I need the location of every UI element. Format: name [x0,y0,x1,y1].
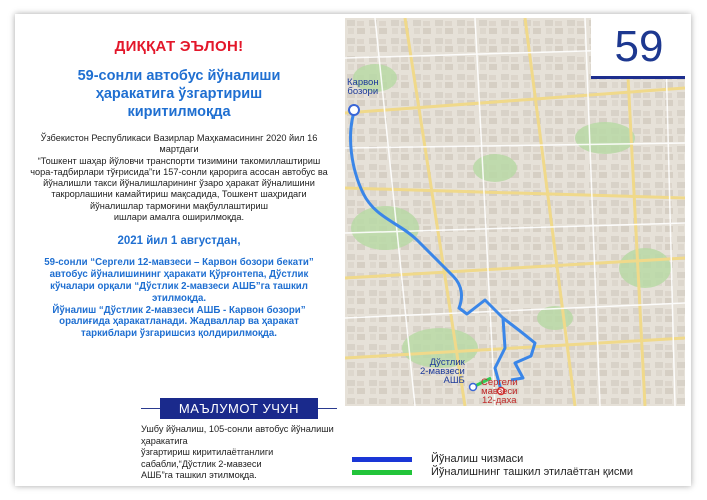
intro-paragraph [20,133,338,223]
intro-line: чора-тадбирлари тўғрисида”ги 157-сонли қарорига асосан автобус ва [30,166,328,177]
stop-karvon-label: Карвон бозори [347,77,379,97]
change-line: кўчалари орқали “Дўстлик 2-мавзеси АШБ”га ташкил [50,280,308,292]
legend-organized-swatch [352,470,412,475]
legend-organized-label: Йўналишнинг ташкил этилаётган қисми [431,466,634,478]
info-line: ўзгартириш киритилаётганлиги сабабли,“Дўстлик 2-мавзеси [141,447,274,469]
intro-line: йўналишлар тармоғини мақбуллаштириш [90,200,268,211]
info-line: Ушбу йўналиш, 105-сонли автобус йўналиши ҳаракатига [141,424,334,446]
notice-subtitle [20,67,338,121]
intro-line: “Тошкент шаҳар йўловчи транспорти тизимини такомиллаштириш [37,155,321,166]
intro-line: ишлари амалга оширилмоқда. [113,212,245,223]
change-line: автобус йўналишининг ҳаракати Қўрғонтепа, Дўстлик [49,269,309,281]
stop-dustlik-label: Дўстлик 2-мавзеси АШБ [420,357,465,386]
legend-route [352,453,682,467]
intro-line: йўналишли такси йўналишларининг ўзаро ҳаракат йўналишини [43,178,315,189]
notice-title: ДИҚҚАТ ЭЪЛОН! [114,38,244,55]
subtitle-line: киритилмоқда [127,104,231,120]
effective-date: 2021 йил 1 августдан, [117,235,241,248]
info-text [141,424,337,482]
change-paragraph [20,257,338,340]
legend-route-label: Йўналиш чизмаси [431,453,524,465]
stop-karvon-marker [349,105,359,115]
legend-route-swatch [352,457,412,462]
route-number: 59 [614,22,664,71]
route-number-box [591,18,685,79]
change-line: Йўналиш “Дўстлик 2-мавзеси АШБ - Карвон бозори” [52,304,306,316]
info-line: АШБ”га ташкил этилмоқда. [141,470,257,480]
info-banner: МАЪЛУМОТ УЧУН [160,398,318,419]
change-line: 59-сонли “Сергели 12-мавзеси – Карвон бозори бекати” [44,257,314,269]
intro-line: такрорлашини камайтириш мақсадида, Тошкент шаҳридаги [51,189,307,200]
change-line: этилмоқда. [151,292,207,304]
legend-organized [352,466,682,480]
stop-sergeli-label: Сергели мавзеси 12-даха [481,377,518,406]
stop-dustlik-marker [470,384,477,391]
intro-line: Ўзбекистон Республикаси Вазирлар Маҳкамасининг 2020 йил 16 мартдаги [40,133,318,155]
subtitle-line: 59-сонли автобус йўналиши [77,68,281,84]
change-line: оралиғида ҳаракатланади. Жадваллар ва ҳаракат [59,316,299,328]
subtitle-line: ҳаракатига ўзгартириш [95,86,263,102]
change-line: таркиблари ўзгаришсиз қолдирилмоқда. [81,328,277,340]
